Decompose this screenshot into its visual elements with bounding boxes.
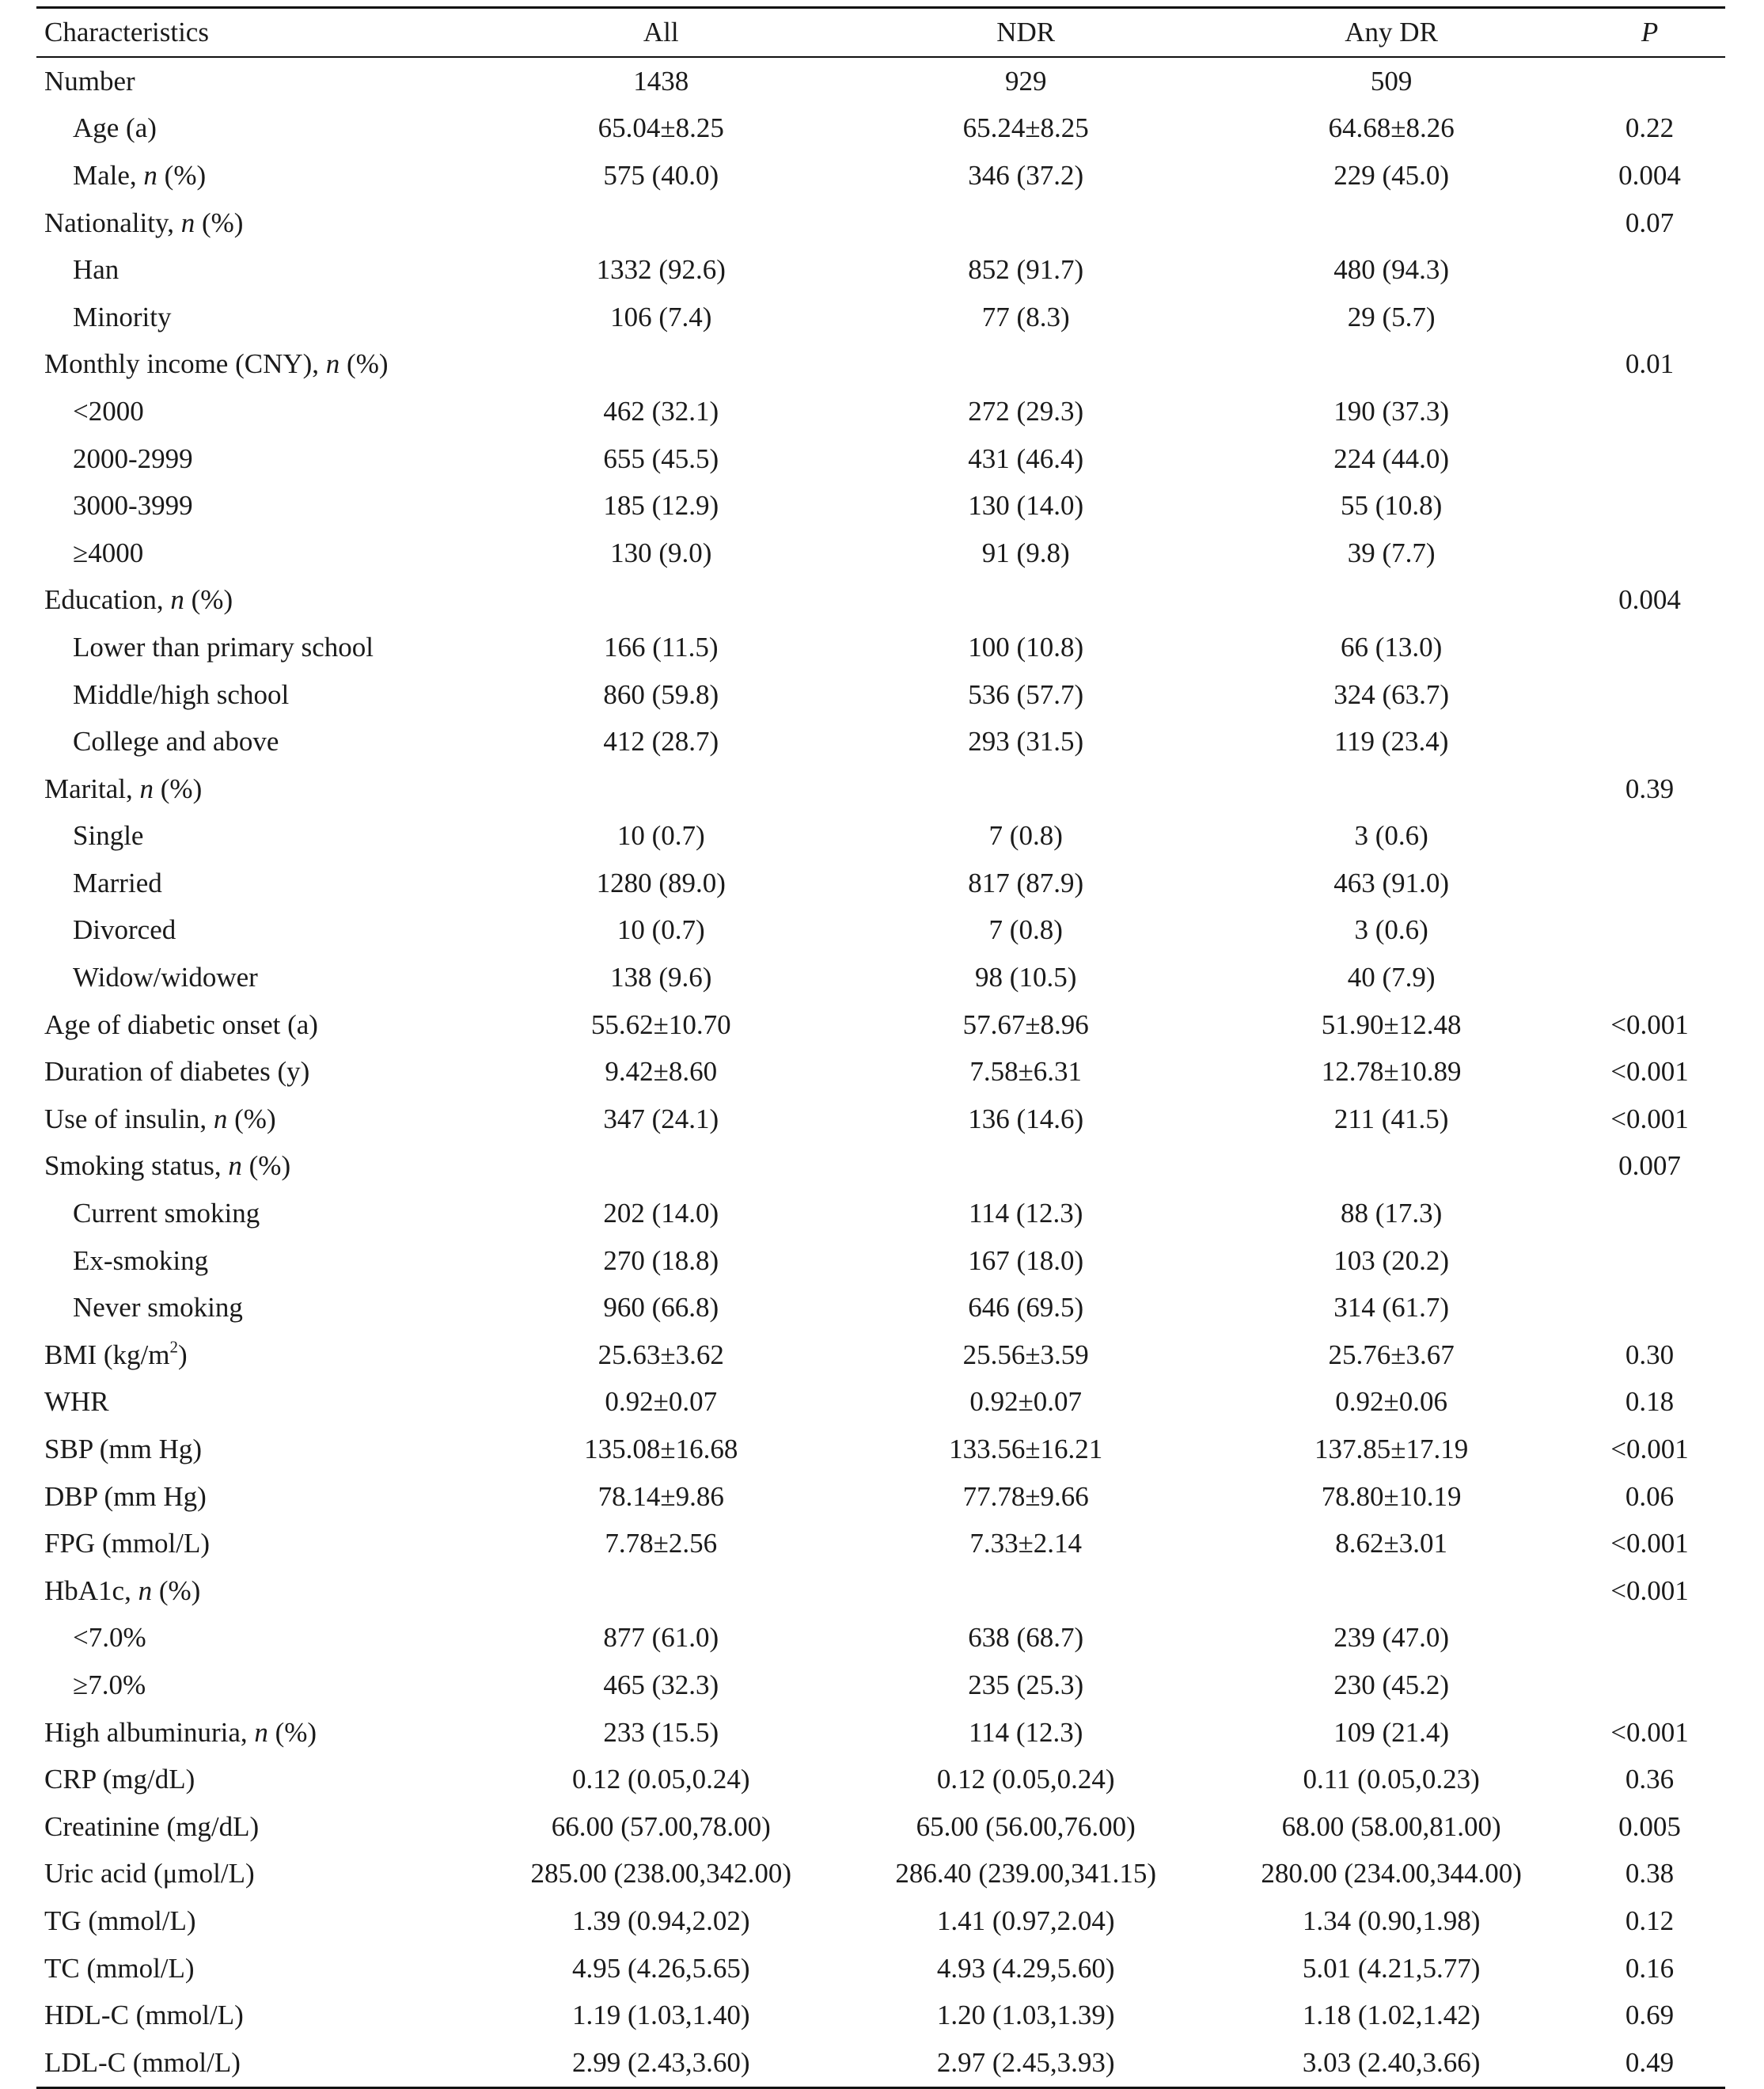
table-row [36,2039,1725,2087]
row-label: Creatinine (mg/dL) [44,1810,260,1842]
table-row [36,152,1725,199]
cell-all: 1.19 (1.03,1.40) [571,2000,750,2031]
cell-ndr: 167 (18.0) [968,1244,1084,1276]
cell-all: 25.63±3.62 [597,1339,724,1370]
cell-any-dr: 280.00 (234.00,344.00) [1261,1858,1522,1890]
table-row [36,1143,1725,1191]
cell-p [1574,388,1725,435]
cell-ndr [843,199,1208,247]
row-label: TG (mmol/L) [44,1905,196,1936]
cell-ndr: 929 [1004,65,1047,97]
row-label: BMI $(kg/m^2)$ [44,1337,188,1370]
cell-p: 0.07 [1625,207,1675,238]
cell-ndr: 133.56±16.21 [949,1434,1103,1465]
cell-any-dr: 211 (41.5) [1333,1103,1449,1134]
cell-ndr [843,577,1208,625]
cell-ndr: 852 (91.7) [968,254,1084,286]
characteristics-table [36,6,1725,2089]
cell-all: 202 (14.0) [603,1198,719,1229]
cell-all: 106 (7.4) [610,301,712,332]
cell-ndr: 7 (0.8) [988,820,1063,852]
table-row [36,199,1725,247]
cell-any-dr: 1.18 (1.02,1.42) [1302,2000,1481,2031]
row-label: DBP (mm Hg) [44,1480,207,1512]
cell-all: 10 (0.7) [616,820,705,852]
cell-any-dr [1208,1143,1574,1191]
cell-p [1574,907,1725,955]
cell-p: 0.69 [1625,2000,1675,2031]
cell-all: 575 (40.0) [603,159,719,191]
cell-any-dr: 66 (13.0) [1340,631,1443,663]
cell-all: 185 (12.9) [603,490,719,522]
cell-p: 0.36 [1625,1764,1675,1795]
cell-any-dr: 3 (0.6) [1354,914,1428,946]
cell-any-dr: 190 (37.3) [1333,395,1449,427]
header-all: All [643,17,679,47]
cell-all: 0.92±0.07 [605,1386,718,1418]
cell-all: 465 (32.3) [603,1669,719,1700]
cell-all: 1332 (92.6) [596,254,726,286]
row-label: Age (a) [73,112,157,144]
cell-all: 270 (18.8) [603,1244,719,1276]
cell-any-dr [1208,577,1574,625]
row-label: Single [73,820,144,852]
cell-p: 0.004 [1618,159,1681,191]
cell-p: 0.12 [1625,1905,1675,1936]
table-row [36,1803,1725,1851]
table-row [36,105,1725,153]
cell-p: 0.38 [1625,1858,1675,1890]
cell-any-dr: 324 (63.7) [1333,678,1449,710]
cell-p: 0.16 [1625,1952,1675,1984]
row-label: Marital, n (%) [44,773,203,804]
cell-ndr: 77.78±9.66 [962,1480,1089,1512]
row-label: ≥4000 [73,537,144,568]
cell-all: 347 (24.1) [603,1103,719,1134]
table-row [36,1945,1725,1992]
table-row [36,860,1725,907]
row-label: FPG (mmol/L) [44,1528,211,1559]
table-row [36,246,1725,294]
cell-any-dr: 229 (45.0) [1333,159,1449,191]
row-label: Smoking status, n (%) [44,1150,291,1182]
cell-any-dr: 230 (45.2) [1333,1669,1449,1700]
cell-p: 0.18 [1625,1386,1675,1418]
cell-all: 285.00 (238.00,342.00) [530,1858,792,1890]
table-row [36,577,1725,625]
table-row [36,954,1725,1001]
cell-ndr: 0.92±0.07 [969,1386,1083,1418]
cell-any-dr: 88 (17.3) [1340,1198,1443,1229]
cell-all: 135.08±16.68 [584,1434,738,1465]
table-row [36,1662,1725,1709]
cell-p: <0.001 [1610,1574,1689,1606]
row-label: Han [73,254,119,286]
cell-any-dr [1208,1567,1574,1615]
table-row [36,388,1725,435]
cell-any-dr: 119 (23.4) [1333,726,1449,758]
cell-p [1574,1615,1725,1662]
row-label: Education, n (%) [44,584,233,616]
cell-all: 0.12 (0.05,0.24) [571,1764,750,1795]
cell-all: 233 (15.5) [603,1716,719,1748]
cell-p [1574,246,1725,294]
cell-any-dr [1208,199,1574,247]
cell-any-dr: 103 (20.2) [1333,1244,1449,1276]
cell-any-dr: 51.90±12.48 [1321,1008,1462,1040]
cell-ndr: 65.24±8.25 [962,112,1089,144]
row-label: SBP (mm Hg) [44,1434,203,1465]
cell-p [1574,57,1725,105]
cell-any-dr: 39 (7.7) [1347,537,1436,568]
row-label: 3000-3999 [73,490,193,522]
table-row [36,1048,1725,1096]
cell-all [479,341,843,389]
cell-any-dr [1208,765,1574,813]
cell-any-dr: 239 (47.0) [1333,1622,1449,1654]
cell-all: 860 (59.8) [603,678,719,710]
cell-p: <0.001 [1610,1434,1689,1465]
row-label: HDL-C (mmol/L) [44,2000,244,2031]
cell-ndr: 286.40 (239.00,341.15) [895,1858,1156,1890]
cell-any-dr: 109 (21.4) [1333,1716,1449,1748]
cell-p: 0.06 [1625,1480,1675,1512]
cell-ndr: 57.67±8.96 [962,1008,1089,1040]
cell-ndr: 1.20 (1.03,1.39) [936,2000,1115,2031]
header-p-text: P [1641,17,1659,47]
table-row [36,765,1725,813]
table-body [36,57,1725,2087]
cell-ndr: 346 (37.2) [968,159,1084,191]
cell-ndr: 293 (31.5) [968,726,1084,758]
row-label: Duration of diabetes (y) [44,1056,310,1088]
table-row [36,1473,1725,1521]
row-label: HbA1c, n (%) [44,1574,201,1606]
cell-any-dr: 224 (44.0) [1333,442,1449,474]
cell-any-dr: 3 (0.6) [1354,820,1428,852]
cell-p: 0.30 [1625,1339,1675,1370]
table-row [36,1756,1725,1803]
cell-ndr: 100 (10.8) [968,631,1084,663]
cell-any-dr: 137.85±17.19 [1314,1434,1469,1465]
cell-ndr [843,1567,1208,1615]
table-row [36,1426,1725,1473]
row-label: College and above [73,726,279,758]
cell-ndr: 817 (87.9) [968,867,1084,898]
cell-p [1574,860,1725,907]
row-label: High albuminuria, n (%) [44,1716,317,1748]
cell-all [479,199,843,247]
table-row [36,671,1725,719]
cell-ndr: 1.41 (0.97,2.04) [936,1905,1115,1936]
table-header [36,8,1725,58]
cell-all: 1438 [633,65,689,97]
row-label: WHR [44,1386,109,1418]
cell-all: 7.78±2.56 [605,1528,718,1559]
row-label: <2000 [73,395,144,427]
header-ndr: NDR [996,17,1056,47]
cell-any-dr: 0.92±0.06 [1335,1386,1447,1418]
cell-ndr: 2.97 (2.45,3.93) [936,2046,1115,2078]
cell-p: 0.01 [1625,348,1675,380]
cell-all: 130 (9.0) [610,537,712,568]
row-label: 2000-2999 [73,442,193,474]
cell-all [479,1567,843,1615]
cell-any-dr: 1.34 (0.90,1.98) [1302,1905,1481,1936]
cell-all [479,765,843,813]
row-label: Ex-smoking [73,1244,209,1276]
cell-all: 2.99 (2.43,3.60) [571,2046,750,2078]
cell-ndr: 136 (14.6) [968,1103,1084,1134]
cell-p: 0.49 [1625,2046,1675,2078]
cell-p [1574,671,1725,719]
table-row [36,1379,1725,1426]
cell-p [1574,530,1725,577]
table-row [36,57,1725,105]
cell-ndr: 646 (69.5) [968,1292,1084,1324]
cell-p [1574,1284,1725,1331]
cell-all: 960 (66.8) [603,1292,719,1324]
cell-any-dr: 55 (10.8) [1340,490,1443,522]
cell-any-dr: 64.68±8.26 [1328,112,1455,144]
cell-ndr: 4.93 (4.29,5.60) [936,1952,1115,1984]
row-label: CRP (mg/dL) [44,1764,195,1795]
table-row [36,1992,1725,2039]
table-row [36,1567,1725,1615]
cell-all: 166 (11.5) [603,631,719,663]
row-label: Uric acid (μmol/L) [44,1858,255,1890]
cell-p: 0.004 [1618,584,1681,616]
table-row [36,1001,1725,1049]
cell-all [479,1143,843,1191]
cell-p [1574,624,1725,671]
row-label: Widow/widower [73,962,258,993]
cell-p: 0.007 [1618,1150,1681,1182]
cell-all: 55.62±10.70 [590,1008,731,1040]
cell-ndr: 98 (10.5) [975,962,1077,993]
cell-all: 412 (28.7) [603,726,719,758]
row-label: Number [44,65,135,97]
cell-ndr: 272 (29.3) [968,395,1084,427]
cell-any-dr [1208,341,1574,389]
cell-p [1574,718,1725,765]
cell-p: <0.001 [1610,1716,1689,1748]
cell-all: 10 (0.7) [616,914,705,946]
row-label: Middle/high school [73,678,290,710]
cell-ndr: 91 (9.8) [981,537,1070,568]
table-row [36,1096,1725,1143]
row-label: Use of insulin, n (%) [44,1103,276,1134]
cell-any-dr: 480 (94.3) [1333,254,1449,286]
cell-any-dr: 314 (61.7) [1333,1292,1449,1324]
cell-p [1574,435,1725,483]
cell-p: 0.005 [1618,1810,1681,1842]
cell-ndr: 7.33±2.14 [969,1528,1083,1559]
table-row [36,624,1725,671]
cell-ndr: 431 (46.4) [968,442,1084,474]
table-row [36,1237,1725,1285]
cell-all: 65.04±8.25 [597,112,724,144]
cell-p [1574,1190,1725,1237]
cell-ndr [843,341,1208,389]
cell-any-dr: 25.76±3.67 [1328,1339,1455,1370]
header-row [36,8,1725,58]
cell-any-dr: 40 (7.9) [1347,962,1436,993]
table-row [36,718,1725,765]
cell-all: 1.39 (0.94,2.02) [571,1905,750,1936]
cell-ndr: 77 (8.3) [981,301,1070,332]
table-row [36,1615,1725,1662]
header-p [1574,8,1725,58]
cell-all [479,577,843,625]
cell-p [1574,1662,1725,1709]
cell-all: 1280 (89.0) [596,867,726,898]
cell-all: 78.14±9.86 [597,1480,724,1512]
table-row [36,1284,1725,1331]
table-row [36,907,1725,955]
table-row [36,1190,1725,1237]
cell-p: <0.001 [1610,1103,1689,1134]
cell-ndr: 114 (12.3) [968,1198,1083,1229]
cell-ndr: 25.56±3.59 [962,1339,1089,1370]
table-row [36,530,1725,577]
cell-ndr: 536 (57.7) [968,678,1084,710]
table-row [36,1897,1725,1945]
table-row [36,1331,1725,1379]
row-label: Age of diabetic onset (a) [44,1008,318,1040]
cell-p: <0.001 [1610,1056,1689,1088]
cell-p [1574,482,1725,530]
row-label: ≥7.0% [73,1669,146,1700]
cell-any-dr: 68.00 (58.00,81.00) [1281,1810,1501,1842]
header-any-dr: Any DR [1345,17,1438,47]
cell-p: <0.001 [1610,1008,1689,1040]
cell-all: 4.95 (4.26,5.65) [571,1952,750,1984]
row-label: Male, n (%) [73,159,207,191]
cell-p: 0.22 [1625,112,1675,144]
cell-any-dr: 509 [1370,65,1413,97]
header-characteristics: Characteristics [44,17,209,47]
row-label: TC (mmol/L) [44,1952,195,1984]
cell-any-dr: 3.03 (2.40,3.66) [1302,2046,1481,2078]
cell-any-dr: 29 (5.7) [1347,301,1436,332]
cell-p [1574,954,1725,1001]
cell-all: 462 (32.1) [603,395,719,427]
row-label: Lower than primary school [73,631,374,663]
row-label: LDL-C (mmol/L) [44,2046,241,2078]
row-label: Monthly income (CNY), n (%) [44,348,389,380]
table-row [36,1851,1725,1898]
cell-ndr [843,1143,1208,1191]
cell-ndr: 235 (25.3) [968,1669,1084,1700]
cell-all: 877 (61.0) [603,1622,719,1654]
cell-ndr: 130 (14.0) [968,490,1084,522]
cell-ndr: 638 (68.7) [968,1622,1084,1654]
row-label: Current smoking [73,1198,260,1229]
cell-ndr: 114 (12.3) [968,1716,1083,1748]
cell-any-dr: 463 (91.0) [1333,867,1449,898]
cell-all: 66.00 (57.00,78.00) [551,1810,771,1842]
table-row [36,482,1725,530]
table-row [36,435,1725,483]
cell-ndr: 7 (0.8) [988,914,1063,946]
cell-any-dr: 8.62±3.01 [1335,1528,1447,1559]
cell-ndr: 7.58±6.31 [969,1056,1083,1088]
cell-any-dr: 78.80±10.19 [1321,1480,1462,1512]
cell-p [1574,294,1725,341]
cell-any-dr: 12.78±10.89 [1321,1056,1462,1088]
table-row [36,1520,1725,1567]
row-label: Never smoking [73,1292,243,1324]
cell-ndr [843,765,1208,813]
row-label: Nationality, n (%) [44,207,244,238]
cell-all: 138 (9.6) [610,962,712,993]
cell-all: 655 (45.5) [603,442,719,474]
row-label: Married [73,867,162,898]
cell-ndr: 65.00 (56.00,76.00) [916,1810,1136,1842]
cell-p [1574,813,1725,860]
table-row [36,1709,1725,1757]
row-label: <7.0% [73,1622,146,1654]
cell-any-dr: 5.01 (4.21,5.77) [1302,1952,1481,1984]
cell-p: <0.001 [1610,1528,1689,1559]
cell-p: 0.39 [1625,773,1675,804]
cell-ndr: 0.12 (0.05,0.24) [936,1764,1115,1795]
table-row [36,813,1725,860]
table-row [36,341,1725,389]
cell-p [1574,1237,1725,1285]
table-row [36,294,1725,341]
cell-any-dr: 0.11 (0.05,0.23) [1303,1764,1480,1795]
row-label: Minority [73,301,172,332]
row-label: Divorced [73,914,176,946]
cell-all: 9.42±8.60 [605,1056,718,1088]
